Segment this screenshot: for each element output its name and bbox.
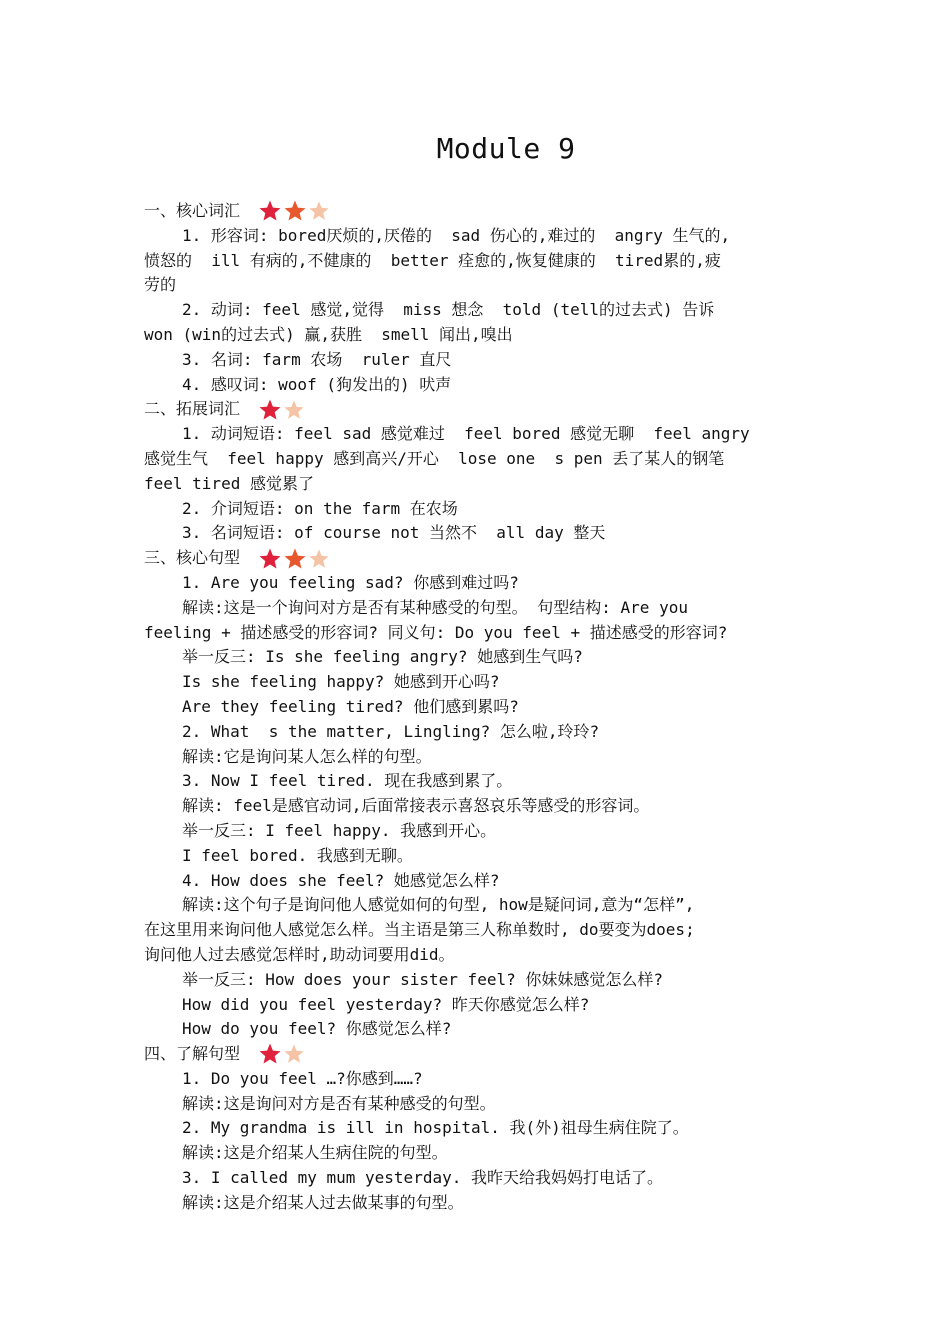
half-star-icon	[308, 548, 330, 570]
half-star-icon	[283, 1043, 305, 1065]
text-line: 1. 形容词: bored厌烦的,厌倦的 sad 伤心的,难过的 angry 生气的,	[182, 225, 731, 245]
text-line: 解读:这是询问对方是否有某种感受的句型。	[182, 1093, 496, 1113]
text-line: How did you feel yesterday? 昨天你感觉怎么样?	[182, 994, 590, 1014]
half-star-icon	[283, 399, 305, 421]
text-line: won (win的过去式) 赢,获胜 smell 闻出,嗅出	[144, 324, 513, 344]
section-heading	[144, 546, 804, 571]
section-heading-label: 二、拓展词汇	[144, 399, 241, 419]
text-line: 在这里用来询问他人感觉怎么样。当主语是第三人称单数时, do要变为does;	[144, 920, 695, 940]
star-icon	[258, 1042, 282, 1066]
text-line: 1. Are you feeling sad? 你感到难过吗?	[182, 572, 519, 592]
text-line: 举一反三: I feel happy. 我感到开心。	[182, 820, 497, 840]
text-line: feel tired 感觉累了	[144, 473, 314, 493]
text-line: 解读:这个句子是询问他人感觉如何的句型, how是疑问词,意为“怎样”,	[182, 895, 695, 915]
section-heading	[144, 199, 804, 224]
text-line: Are they feeling tired? 他们感到累吗?	[182, 696, 519, 716]
section-heading-label: 三、核心句型	[144, 548, 241, 568]
text-line: 愤怒的 ill 有病的,不健康的 better 痊愈的,恢复健康的 tired累的,疲	[144, 250, 721, 270]
half-star-icon	[308, 200, 330, 222]
text-line: 感觉生气 feel happy 感到高兴/开心 lose one s pen 丢了某人的钢笔	[144, 448, 725, 468]
section-heading-label: 四、了解句型	[144, 1044, 241, 1064]
text-line: Is she feeling happy? 她感到开心吗?	[182, 672, 500, 692]
text-line: 1. 动词短语: feel sad 感觉难过 feel bored 感觉无聊 feel angry	[182, 424, 750, 444]
rating-stars	[258, 398, 305, 422]
text-line: 3. I called my mum yesterday. 我昨天给我妈妈打电话了。	[182, 1168, 663, 1188]
text-line: 3. 名词: farm 农场 ruler 直尺	[182, 349, 452, 369]
text-line: 3. Now I feel tired. 现在我感到累了。	[182, 771, 513, 791]
section-heading	[144, 1042, 804, 1067]
text-line: 解读: feel是感官动词,后面常接表示喜怒哀乐等感受的形容词。	[182, 796, 650, 816]
rating-stars	[258, 1042, 305, 1066]
text-line: 2. 介词短语: on the farm 在农场	[182, 498, 458, 518]
text-line: 解读:这是介绍某人过去做某事的句型。	[182, 1192, 464, 1212]
text-line: 举一反三: How does your sister feel? 你妹妹感觉怎么样?	[182, 969, 663, 989]
page-title: Module 9	[436, 132, 576, 165]
section-heading-label: 一、核心词汇	[144, 201, 241, 220]
text-line: 劳的	[144, 275, 177, 295]
text-line: How do you feel? 你感觉怎么样?	[182, 1019, 452, 1039]
text-line: 4. How does she feel? 她感觉怎么样?	[182, 870, 500, 890]
text-line: 询问他人过去感觉怎样时,助动词要用did。	[144, 944, 455, 964]
text-line: 2. 动词: feel 感觉,觉得 miss 想念 told (tell的过去式) 告诉	[182, 300, 715, 320]
star-icon	[258, 199, 282, 223]
text-line: 举一反三: Is she feeling angry? 她感到生气吗?	[182, 647, 583, 667]
star-icon	[283, 547, 307, 571]
text-line: 解读:这是介绍某人生病住院的句型。	[182, 1143, 448, 1163]
rating-stars	[258, 199, 330, 223]
rating-stars	[258, 547, 330, 571]
text-line: 解读:它是询问某人怎么样的句型。	[182, 746, 432, 766]
star-icon	[283, 199, 307, 223]
text-line: 4. 感叹词: woof (狗发出的) 吠声	[182, 374, 452, 394]
text-line: 解读:这是一个询问对方是否有某种感受的句型。 句型结构: Are you	[182, 597, 688, 617]
document-body	[144, 199, 804, 1216]
text-line: 1. Do you feel …?你感到……?	[182, 1068, 423, 1088]
text-line: I feel bored. 我感到无聊。	[182, 845, 413, 865]
star-icon	[258, 398, 282, 422]
section-heading	[144, 397, 804, 422]
text-line: 3. 名词短语: of course not 当然不 all day 整天	[182, 523, 606, 543]
text-line: 2. My grandma is ill in hospital. 我(外)祖母生病住院了。	[182, 1118, 689, 1138]
text-line: feeling + 描述感受的形容词? 同义句: Do you feel + 描述感受的形容词?	[144, 622, 728, 642]
star-icon	[258, 547, 282, 571]
text-line: 2. What s the matter, Lingling? 怎么啦,玲玲?	[182, 721, 600, 741]
